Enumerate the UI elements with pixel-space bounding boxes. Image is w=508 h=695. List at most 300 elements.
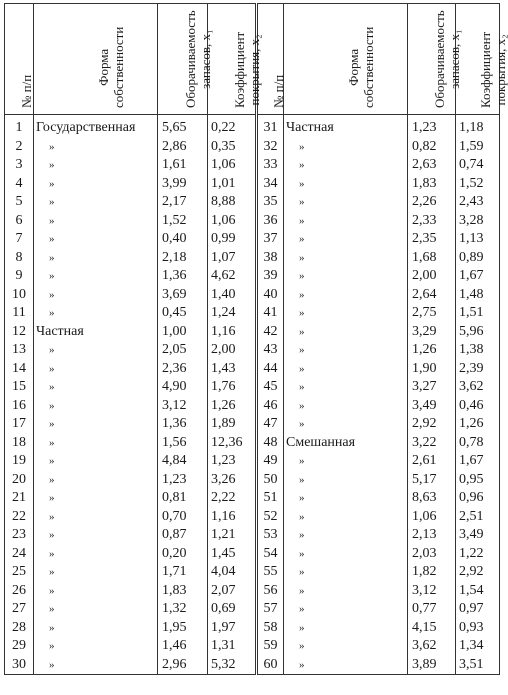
row-number-cell: 55	[257, 563, 284, 582]
inventory-turnover-cell: 3,99	[158, 175, 208, 194]
row-number-cell: 5	[5, 193, 34, 212]
ownership-form-cell	[34, 434, 158, 453]
inventory-turnover-cell: 0,77	[408, 600, 456, 619]
form-value: Частная	[36, 323, 84, 339]
coverage-ratio-cell: 1,31	[208, 637, 257, 656]
inventory-turnover-cell: 4,90	[158, 378, 208, 397]
coverage-ratio-cell: 1,06	[208, 156, 257, 175]
form-value: »	[49, 436, 55, 449]
ownership-form-cell	[284, 175, 408, 194]
form-value: »	[49, 418, 55, 431]
row-number-cell: 2	[5, 138, 34, 157]
ownership-form-cell	[34, 286, 158, 305]
table-row	[5, 526, 500, 545]
row-number-cell: 20	[5, 471, 34, 490]
form-value: »	[49, 658, 55, 671]
row-number-cell: 6	[5, 212, 34, 231]
ownership-form-cell	[34, 489, 158, 508]
table-row	[5, 341, 500, 360]
coverage-ratio-cell: 1,67	[456, 452, 500, 471]
table-row	[5, 286, 500, 305]
header-x1-line1: Оборачиваемость	[182, 10, 198, 108]
row-number-cell: 36	[257, 212, 284, 231]
coverage-ratio-cell: 12,36	[208, 434, 257, 453]
header-x2-line2: покрытия, x₂	[246, 34, 262, 106]
form-value: »	[49, 473, 55, 486]
row-number-cell: 53	[257, 526, 284, 545]
coverage-ratio-cell: 0,74	[456, 156, 500, 175]
row-number-cell: 38	[257, 249, 284, 268]
inventory-turnover-cell: 2,00	[408, 267, 456, 286]
header-num-label: № п/п	[270, 74, 286, 108]
table-row	[5, 656, 500, 675]
row-number-cell: 31	[257, 115, 284, 138]
coverage-ratio-cell: 0,96	[456, 489, 500, 508]
form-value: »	[299, 566, 305, 579]
form-value: »	[49, 603, 55, 616]
row-number-cell: 12	[5, 323, 34, 342]
form-value: »	[299, 658, 305, 671]
header-x2-left	[208, 4, 262, 115]
ownership-form-cell	[284, 156, 408, 175]
header-x1-line1: Оборачиваемость	[431, 10, 447, 108]
coverage-ratio-cell: 1,52	[456, 175, 500, 194]
row-number-cell: 51	[257, 489, 284, 508]
table-row	[5, 138, 500, 157]
header-x2-right	[456, 4, 508, 115]
coverage-ratio-cell: 0,93	[456, 619, 500, 638]
coverage-ratio-cell: 1,26	[456, 415, 500, 434]
form-value: »	[299, 233, 305, 246]
table-row	[5, 212, 500, 231]
form-value: »	[49, 566, 55, 579]
form-value: »	[299, 159, 305, 172]
coverage-ratio-cell: 1,21	[208, 526, 257, 545]
ownership-form-cell	[284, 563, 408, 582]
header-x1-line2: запасов, x₁	[446, 29, 462, 89]
row-number-cell: 44	[257, 360, 284, 379]
inventory-turnover-cell: 1,82	[408, 563, 456, 582]
header-form-label	[96, 27, 126, 108]
inventory-turnover-cell: 2,64	[408, 286, 456, 305]
header-form-line2: собственности	[360, 26, 376, 108]
coverage-ratio-cell: 1,34	[456, 637, 500, 656]
coverage-ratio-cell: 4,62	[208, 267, 257, 286]
table-row	[5, 434, 500, 453]
ownership-form-cell	[34, 415, 158, 434]
ownership-form-cell	[284, 267, 408, 286]
inventory-turnover-cell: 0,82	[408, 138, 456, 157]
coverage-ratio-cell: 1,13	[456, 230, 500, 249]
ownership-form-cell	[34, 452, 158, 471]
row-number-cell: 3	[5, 156, 34, 175]
table-row	[5, 415, 500, 434]
ownership-form-cell	[284, 397, 408, 416]
row-number-cell: 10	[5, 286, 34, 305]
row-number-cell: 45	[257, 378, 284, 397]
ownership-form-cell	[284, 249, 408, 268]
row-number-cell: 9	[5, 267, 34, 286]
row-number-cell: 34	[257, 175, 284, 194]
inventory-turnover-cell: 1,46	[158, 637, 208, 656]
inventory-turnover-cell: 2,18	[158, 249, 208, 268]
table-row	[5, 304, 500, 323]
table-row	[5, 637, 500, 656]
coverage-ratio-cell: 1,24	[208, 304, 257, 323]
ownership-form-cell	[284, 230, 408, 249]
inventory-turnover-cell: 1,00	[158, 323, 208, 342]
form-value: »	[299, 288, 305, 301]
inventory-turnover-cell: 2,86	[158, 138, 208, 157]
ownership-form-cell	[34, 582, 158, 601]
form-value: »	[49, 177, 55, 190]
form-value: »	[299, 325, 305, 338]
form-value: »	[299, 362, 305, 375]
form-value: »	[49, 159, 55, 172]
form-value: »	[49, 381, 55, 394]
ownership-form-cell	[34, 212, 158, 231]
ownership-form-cell	[284, 582, 408, 601]
ownership-form-cell	[34, 656, 158, 675]
form-value: »	[299, 418, 305, 431]
form-value: »	[299, 196, 305, 209]
header-x2-line1: Коэффициент	[231, 31, 247, 108]
coverage-ratio-cell: 1,06	[208, 212, 257, 231]
form-value: »	[299, 270, 305, 283]
form-value: »	[49, 307, 55, 320]
coverage-ratio-cell: 0,89	[456, 249, 500, 268]
table-row	[5, 175, 500, 194]
table-row	[5, 230, 500, 249]
ownership-form-cell	[34, 341, 158, 360]
ownership-form-cell	[284, 508, 408, 527]
inventory-turnover-cell: 2,05	[158, 341, 208, 360]
row-number-cell: 7	[5, 230, 34, 249]
form-value: »	[299, 251, 305, 264]
ownership-form-cell	[284, 526, 408, 545]
inventory-turnover-cell: 1,61	[158, 156, 208, 175]
form-value: »	[299, 640, 305, 653]
form-value: »	[299, 399, 305, 412]
coverage-ratio-cell: 1,01	[208, 175, 257, 194]
form-value: »	[299, 455, 305, 468]
row-number-cell: 58	[257, 619, 284, 638]
form-value: »	[49, 584, 55, 597]
ownership-form-cell	[284, 619, 408, 638]
coverage-ratio-cell: 1,18	[456, 115, 500, 138]
form-value: »	[299, 473, 305, 486]
coverage-ratio-cell: 2,39	[456, 360, 500, 379]
row-number-cell: 15	[5, 378, 34, 397]
ownership-form-cell	[284, 323, 408, 342]
coverage-ratio-cell: 1,16	[208, 508, 257, 527]
coverage-ratio-cell: 0,22	[208, 115, 257, 138]
coverage-ratio-cell: 1,38	[456, 341, 500, 360]
row-number-cell: 41	[257, 304, 284, 323]
form-value: »	[49, 214, 55, 227]
ownership-form-cell	[284, 452, 408, 471]
row-number-cell: 17	[5, 415, 34, 434]
row-number-cell: 4	[5, 175, 34, 194]
ownership-form-cell	[284, 138, 408, 157]
ownership-form-cell	[34, 138, 158, 157]
ownership-form-cell	[284, 212, 408, 231]
coverage-ratio-cell: 2,07	[208, 582, 257, 601]
table-body	[5, 115, 500, 675]
ownership-form-cell	[34, 600, 158, 619]
row-number-cell: 49	[257, 452, 284, 471]
row-number-cell: 35	[257, 193, 284, 212]
inventory-turnover-cell: 2,35	[408, 230, 456, 249]
row-number-cell: 16	[5, 397, 34, 416]
coverage-ratio-cell: 0,46	[456, 397, 500, 416]
coverage-ratio-cell: 1,97	[208, 619, 257, 638]
inventory-turnover-cell: 1,23	[158, 471, 208, 490]
header-x1-line2: запасов, x₁	[197, 29, 213, 89]
row-number-cell: 18	[5, 434, 34, 453]
ownership-form-cell	[284, 360, 408, 379]
form-value: »	[299, 344, 305, 357]
coverage-ratio-cell: 2,00	[208, 341, 257, 360]
ownership-form-cell	[34, 267, 158, 286]
row-number-cell: 24	[5, 545, 34, 564]
form-value: Государственная	[36, 120, 136, 136]
coverage-ratio-cell: 2,43	[456, 193, 500, 212]
table-row	[5, 619, 500, 638]
form-value: »	[49, 251, 55, 264]
row-number-cell: 40	[257, 286, 284, 305]
ownership-form-cell	[34, 397, 158, 416]
row-number-cell: 47	[257, 415, 284, 434]
ownership-form-cell	[34, 508, 158, 527]
ownership-form-cell	[284, 286, 408, 305]
coverage-ratio-cell: 1,23	[208, 452, 257, 471]
row-number-cell: 21	[5, 489, 34, 508]
inventory-turnover-cell: 2,26	[408, 193, 456, 212]
ownership-form-cell	[34, 115, 158, 138]
form-value: »	[49, 288, 55, 301]
inventory-turnover-cell: 0,20	[158, 545, 208, 564]
header-form-line1: Форма	[345, 48, 361, 86]
ownership-form-cell	[34, 619, 158, 638]
ownership-form-cell	[34, 378, 158, 397]
inventory-turnover-cell: 2,36	[158, 360, 208, 379]
header-x2-label	[478, 32, 508, 108]
coverage-ratio-cell: 3,49	[456, 526, 500, 545]
inventory-turnover-cell: 2,03	[408, 545, 456, 564]
ownership-data-table	[4, 3, 508, 675]
ownership-form-cell	[34, 249, 158, 268]
row-number-cell: 48	[257, 434, 284, 453]
inventory-turnover-cell: 1,56	[158, 434, 208, 453]
ownership-form-cell	[284, 415, 408, 434]
row-number-cell: 37	[257, 230, 284, 249]
form-value: »	[299, 529, 305, 542]
coverage-ratio-cell: 2,22	[208, 489, 257, 508]
form-value: »	[49, 399, 55, 412]
table-row	[5, 249, 500, 268]
inventory-turnover-cell: 0,40	[158, 230, 208, 249]
ownership-form-cell	[284, 489, 408, 508]
ownership-form-cell	[284, 656, 408, 675]
coverage-ratio-cell: 1,07	[208, 249, 257, 268]
inventory-turnover-cell: 1,83	[158, 582, 208, 601]
inventory-turnover-cell: 1,90	[408, 360, 456, 379]
inventory-turnover-cell: 1,26	[408, 341, 456, 360]
inventory-turnover-cell: 2,17	[158, 193, 208, 212]
inventory-turnover-cell: 5,65	[158, 115, 208, 138]
header-form-line1: Форма	[95, 48, 111, 86]
table-row	[5, 582, 500, 601]
coverage-ratio-cell: 1,26	[208, 397, 257, 416]
inventory-turnover-cell: 3,27	[408, 378, 456, 397]
ownership-form-cell	[284, 341, 408, 360]
inventory-turnover-cell: 3,12	[158, 397, 208, 416]
row-number-cell: 46	[257, 397, 284, 416]
row-number-cell: 56	[257, 582, 284, 601]
form-value: »	[299, 603, 305, 616]
row-number-cell: 19	[5, 452, 34, 471]
inventory-turnover-cell: 2,33	[408, 212, 456, 231]
form-value: »	[299, 492, 305, 505]
coverage-ratio-cell: 1,76	[208, 378, 257, 397]
coverage-ratio-cell: 1,22	[456, 545, 500, 564]
coverage-ratio-cell: 1,54	[456, 582, 500, 601]
coverage-ratio-cell: 0,69	[208, 600, 257, 619]
inventory-turnover-cell: 3,62	[408, 637, 456, 656]
inventory-turnover-cell: 2,13	[408, 526, 456, 545]
ownership-form-cell	[34, 230, 158, 249]
form-value: »	[49, 344, 55, 357]
row-number-cell: 30	[5, 656, 34, 675]
ownership-form-cell	[284, 193, 408, 212]
table-row	[5, 115, 500, 138]
table-row	[5, 600, 500, 619]
row-number-cell: 50	[257, 471, 284, 490]
coverage-ratio-cell: 0,95	[456, 471, 500, 490]
inventory-turnover-cell: 0,45	[158, 304, 208, 323]
form-value: Частная	[286, 120, 334, 136]
inventory-turnover-cell: 1,52	[158, 212, 208, 231]
form-value: »	[299, 621, 305, 634]
header-form-right	[284, 4, 408, 115]
form-value: »	[49, 140, 55, 153]
row-number-cell: 8	[5, 249, 34, 268]
coverage-ratio-cell: 1,48	[456, 286, 500, 305]
header-form-line2: собственности	[110, 26, 126, 108]
form-value: »	[49, 492, 55, 505]
form-value: »	[49, 640, 55, 653]
coverage-ratio-cell: 1,51	[456, 304, 500, 323]
row-number-cell: 39	[257, 267, 284, 286]
header-form-label	[346, 27, 376, 108]
ownership-form-cell	[284, 471, 408, 490]
row-number-cell: 42	[257, 323, 284, 342]
coverage-ratio-cell: 0,35	[208, 138, 257, 157]
table-row	[5, 360, 500, 379]
inventory-turnover-cell: 3,22	[408, 434, 456, 453]
inventory-turnover-cell: 1,36	[158, 267, 208, 286]
ownership-form-cell	[34, 193, 158, 212]
coverage-ratio-cell: 4,04	[208, 563, 257, 582]
row-number-cell: 33	[257, 156, 284, 175]
inventory-turnover-cell: 0,70	[158, 508, 208, 527]
inventory-turnover-cell: 1,36	[158, 415, 208, 434]
row-number-cell: 22	[5, 508, 34, 527]
form-value: »	[299, 140, 305, 153]
ownership-form-cell	[284, 637, 408, 656]
ownership-form-cell	[34, 175, 158, 194]
form-value: »	[49, 510, 55, 523]
coverage-ratio-cell: 2,92	[456, 563, 500, 582]
row-number-cell: 32	[257, 138, 284, 157]
inventory-turnover-cell: 3,12	[408, 582, 456, 601]
row-number-cell: 11	[5, 304, 34, 323]
form-value: »	[299, 214, 305, 227]
row-number-cell: 13	[5, 341, 34, 360]
inventory-turnover-cell: 2,63	[408, 156, 456, 175]
coverage-ratio-cell: 5,96	[456, 323, 500, 342]
coverage-ratio-cell: 1,59	[456, 138, 500, 157]
table-row	[5, 193, 500, 212]
inventory-turnover-cell: 1,68	[408, 249, 456, 268]
row-number-cell: 54	[257, 545, 284, 564]
form-value: »	[49, 233, 55, 246]
inventory-turnover-cell: 1,32	[158, 600, 208, 619]
ownership-form-cell	[284, 434, 408, 453]
table-row	[5, 267, 500, 286]
table-row	[5, 563, 500, 582]
ownership-form-cell	[34, 471, 158, 490]
coverage-ratio-cell: 1,45	[208, 545, 257, 564]
inventory-turnover-cell: 2,92	[408, 415, 456, 434]
table-row	[5, 545, 500, 564]
row-number-cell: 28	[5, 619, 34, 638]
ownership-form-cell	[284, 378, 408, 397]
inventory-turnover-cell: 0,81	[158, 489, 208, 508]
header-row	[5, 4, 500, 115]
row-number-cell: 29	[5, 637, 34, 656]
ownership-form-cell	[284, 115, 408, 138]
coverage-ratio-cell: 5,32	[208, 656, 257, 675]
inventory-turnover-cell: 1,06	[408, 508, 456, 527]
row-number-cell: 27	[5, 600, 34, 619]
form-value: »	[49, 455, 55, 468]
form-value: »	[49, 621, 55, 634]
coverage-ratio-cell: 0,97	[456, 600, 500, 619]
coverage-ratio-cell: 0,78	[456, 434, 500, 453]
inventory-turnover-cell: 2,61	[408, 452, 456, 471]
form-value: »	[299, 177, 305, 190]
ownership-form-cell	[34, 637, 158, 656]
header-x2-line1: Коэффициент	[477, 31, 493, 108]
ownership-form-cell	[34, 323, 158, 342]
ownership-form-cell	[284, 545, 408, 564]
ownership-form-cell	[34, 526, 158, 545]
coverage-ratio-cell: 8,88	[208, 193, 257, 212]
form-value: »	[299, 307, 305, 320]
coverage-ratio-cell: 1,40	[208, 286, 257, 305]
row-number-cell: 14	[5, 360, 34, 379]
inventory-turnover-cell: 2,75	[408, 304, 456, 323]
coverage-ratio-cell: 1,89	[208, 415, 257, 434]
inventory-turnover-cell: 3,89	[408, 656, 456, 675]
coverage-ratio-cell: 3,62	[456, 378, 500, 397]
coverage-ratio-cell: 1,67	[456, 267, 500, 286]
header-x1-left	[158, 4, 213, 115]
inventory-turnover-cell: 3,29	[408, 323, 456, 342]
row-number-cell: 1	[5, 115, 34, 138]
